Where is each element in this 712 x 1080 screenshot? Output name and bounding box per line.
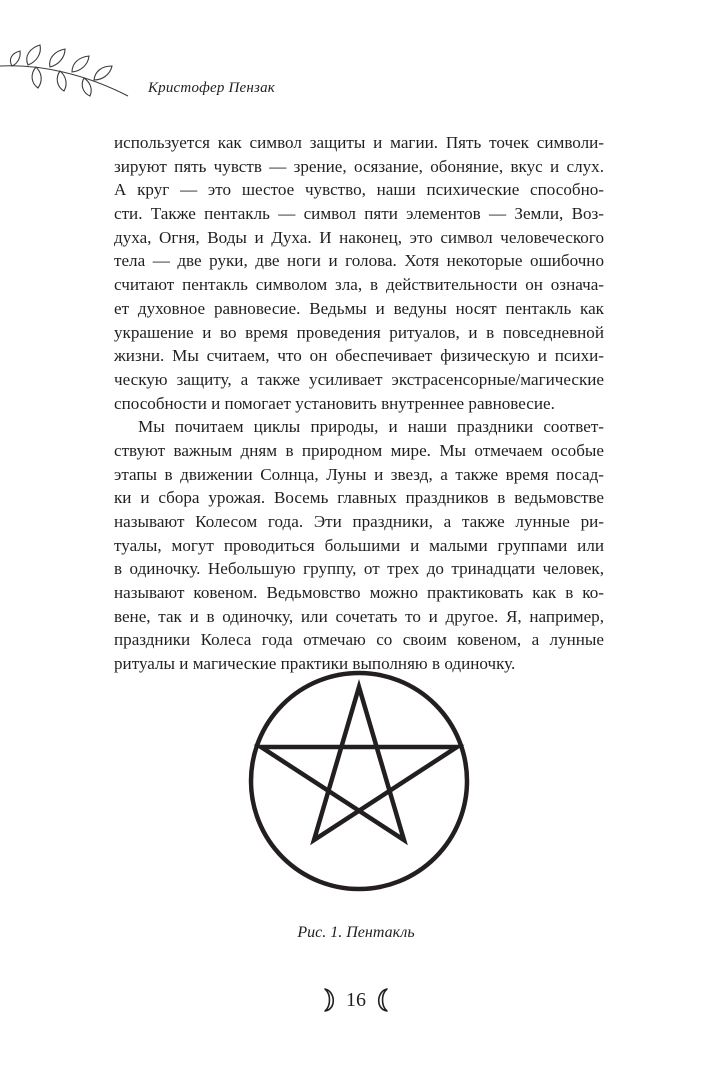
text-line: ритуалы и магические практики выполняю в одиночку. — [114, 654, 516, 674]
text-line: праздники Колеса года отмечаю со своим ковеном, а лунные — [114, 630, 604, 650]
text-line: зируют пять чувств — зрение, осязание, обоняние, вкус и слух. — [114, 156, 604, 176]
text-line: используется как символ защиты и магии. Пять точек символи- — [114, 133, 604, 152]
text-line: А круг — это шестое чувство, наши психические способно- — [114, 180, 604, 200]
body-text — [114, 131, 604, 676]
text-line: духа, Огня, Воды и Духа. И наконец, это символ человеческого — [114, 227, 604, 247]
text-line: жизни. Мы считаем, что он обеспечивает физическую и психи- — [114, 346, 604, 366]
text-line: туалы, могут проводиться большими и малыми группами или — [114, 535, 604, 555]
text-line: называют ковеном. Ведьмовство можно практиковать как в ко- — [114, 583, 604, 603]
text-line: в одиночку. Небольшую группу, от трех до тринадцати человек, — [114, 559, 604, 579]
text-line: ки и сбора урожая. Восемь главных праздников в ведьмовстве — [114, 488, 604, 508]
text-line: способности и помогает установить внутреннее равновесие. — [114, 393, 555, 413]
figure-caption: Рис. 1. Пентакль — [297, 924, 415, 941]
text-line: тела — две руки, две ноги и голова. Хотя некоторые ошибочно — [114, 251, 604, 271]
page-number: 16 — [346, 989, 366, 1012]
text-line: украшение и во время проведения ритуалов, и в повседневной — [114, 322, 604, 342]
running-head-author: Кристофер Пензак — [148, 80, 276, 96]
page-footer — [0, 984, 712, 1015]
text-line: называют Колесом года. Эти праздники, а также лунные ри- — [114, 512, 604, 531]
text-line: ствуют важным дням в природном мире. Мы отмечаем особые — [114, 440, 604, 460]
text-line: Мы почитаем циклы природы, и наши праздники соответ- — [138, 417, 604, 437]
waning-moon-icon — [322, 987, 338, 1013]
text-line: считают пентакль символом зла, в действительности он означа- — [114, 275, 604, 295]
text-line: вене, так и в одиночку, или сочетать то и другое. Я, например, — [114, 606, 604, 626]
text-line: этапы в движении Солнца, Луны и звезд, а также время посад- — [114, 464, 604, 484]
branch-ornament-icon — [0, 36, 130, 106]
waxing-moon-icon — [374, 987, 390, 1013]
pentacle-figure — [246, 668, 472, 894]
text-line: ческую защиту, а также усиливает экстрасенсорные/магические — [114, 369, 604, 389]
pentacle-icon — [246, 668, 472, 894]
text-line: сти. Также пентакль — символ пяти элементов — Земли, Воз- — [114, 204, 604, 224]
text-line: ет духовное равновесие. Ведьмы и ведуны носят пентакль как — [114, 298, 604, 318]
